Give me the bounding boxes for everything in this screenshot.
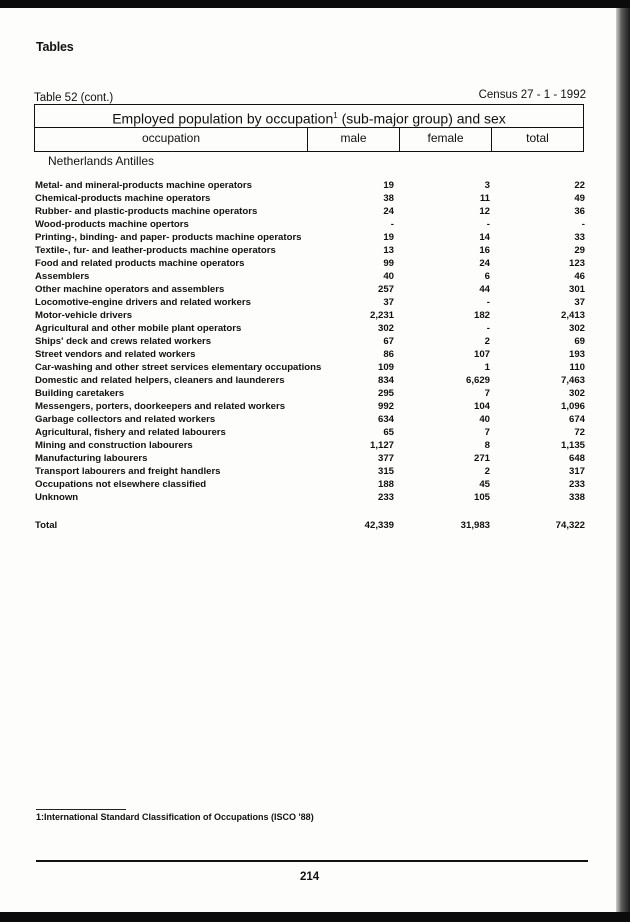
male-cell: 65 (383, 427, 394, 438)
female-cell: 182 (473, 310, 490, 321)
occupation-cell: Street vendors and related workers (35, 349, 196, 360)
total-cell: 338 (568, 492, 585, 503)
total-cell: 72 (574, 427, 585, 438)
table-row (34, 374, 594, 387)
table-row (34, 465, 594, 478)
female-cell: 40 (479, 414, 490, 425)
occupation-cell: Locomotive-engine drivers and related workers (35, 297, 251, 308)
total-cell: 302 (568, 388, 585, 399)
total-cell: 69 (574, 336, 585, 347)
female-cell: 105 (473, 492, 490, 503)
total-cell: 36 (574, 206, 585, 217)
total-cell: 37 (574, 297, 585, 308)
total-label: Total (35, 520, 58, 531)
total-cell: 674 (568, 414, 585, 425)
total-cell: 33 (574, 232, 585, 243)
column-header-total: total (491, 128, 583, 152)
table-row (34, 218, 594, 231)
page-number: 214 (300, 871, 320, 883)
male-cell: 315 (377, 466, 394, 477)
table-row (34, 478, 594, 491)
total-cell: 1,135 (560, 440, 585, 451)
total-cell: 49 (574, 193, 585, 204)
total-cell: 110 (569, 362, 585, 373)
total-total: 74,322 (555, 520, 585, 531)
table-label: Table 52 (cont.) (34, 92, 114, 104)
region-label: Netherlands Antilles (48, 154, 155, 168)
female-cell: 6,629 (465, 375, 490, 386)
female-cell: 24 (479, 258, 490, 269)
male-cell: 13 (383, 245, 394, 256)
female-cell: 7 (484, 388, 490, 399)
female-cell: 12 (479, 206, 490, 217)
table-row (34, 296, 594, 309)
male-cell: 40 (383, 271, 394, 282)
male-cell: 24 (383, 206, 394, 217)
female-cell: 2 (484, 336, 490, 347)
table-row (34, 452, 594, 465)
scan-right-edge (616, 8, 630, 912)
occupation-cell: Transport labourers and freight handlers (35, 466, 221, 477)
female-cell: - (486, 297, 490, 308)
footnote-divider (36, 809, 126, 810)
occupation-cell: Motor-vehicle drivers (35, 310, 133, 321)
occupation-cell: Ships' deck and crews related workers (35, 336, 212, 347)
female-cell: 44 (479, 284, 490, 295)
occupation-cell: Other machine operators and assemblers (35, 284, 225, 295)
occupation-cell: Food and related products machine operators (35, 258, 245, 269)
table-row (34, 192, 594, 205)
total-cell: 317 (568, 466, 585, 477)
occupation-cell: Printing-, binding- and paper- products machine operators (35, 232, 302, 243)
male-cell: 188 (377, 479, 394, 490)
table-row (34, 491, 594, 504)
male-cell: 1,127 (369, 440, 394, 451)
total-row (34, 519, 594, 532)
occupation-cell: Rubber- and plastic-products machine operators (35, 206, 258, 217)
male-cell: 377 (377, 453, 394, 464)
table-row (34, 283, 594, 296)
occupation-cell: Domestic and related helpers, cleaners and launderers (35, 375, 285, 386)
occupation-cell: Textile-, fur- and leather-products machine operators (35, 245, 276, 256)
census-date: Census 27 - 1 - 1992 (478, 89, 586, 101)
table-row (34, 231, 594, 244)
column-header-female: female (399, 128, 491, 152)
occupation-cell: Messengers, porters, doorkeepers and related workers (35, 401, 286, 412)
scan-bottom-border (0, 912, 630, 922)
female-cell: 2 (484, 466, 490, 477)
table-row (34, 257, 594, 270)
male-cell: 109 (377, 362, 394, 373)
female-cell: 107 (473, 349, 490, 360)
table-body (34, 179, 594, 504)
total-cell: 193 (568, 349, 585, 360)
table-row (34, 361, 594, 374)
male-cell: 295 (377, 388, 394, 399)
total-cell: 7,463 (560, 375, 585, 386)
table-row (34, 309, 594, 322)
table-title-main: Employed population by occupation (112, 110, 334, 127)
male-cell: 86 (383, 349, 394, 360)
occupation-cell: Assemblers (35, 271, 90, 282)
total-cell: 29 (574, 245, 585, 256)
total-cell: - (581, 219, 585, 230)
male-cell: 992 (377, 401, 394, 412)
total-cell: 233 (568, 479, 585, 490)
table-row (34, 439, 594, 452)
total-male: 42,339 (364, 520, 394, 531)
table-row (34, 426, 594, 439)
total-cell: 302 (568, 323, 585, 334)
table-row (34, 335, 594, 348)
table-header-box (34, 104, 584, 152)
table-row (34, 400, 594, 413)
male-cell: 257 (377, 284, 394, 295)
occupation-cell: Garbage collectors and related workers (35, 414, 216, 425)
male-cell: 38 (383, 193, 394, 204)
occupation-cell: Chemical-products machine operators (35, 193, 211, 204)
occupation-cell: Metal- and mineral-products machine operators (35, 180, 252, 191)
female-cell: 7 (484, 427, 490, 438)
female-cell: 3 (484, 180, 490, 191)
occupation-cell: Unknown (35, 492, 79, 503)
occupation-cell: Manufacturing labourers (35, 453, 148, 464)
occupation-cell: Car-washing and other street services elementary occupations (35, 362, 322, 373)
female-cell: 14 (479, 232, 490, 243)
total-cell: 648 (568, 453, 585, 464)
table-row (34, 270, 594, 283)
table-row (34, 387, 594, 400)
male-cell: 19 (383, 232, 394, 243)
female-cell: - (486, 323, 490, 334)
footer-divider (36, 860, 588, 862)
female-cell: 1 (484, 362, 490, 373)
table-row (34, 413, 594, 426)
male-cell: 19 (383, 180, 394, 191)
table-title (35, 105, 583, 128)
female-cell: 11 (479, 193, 490, 204)
column-header-male: male (307, 128, 399, 152)
female-cell: 271 (473, 453, 490, 464)
male-cell: 67 (383, 336, 394, 347)
occupation-cell: Agricultural, fishery and related labourers (35, 427, 226, 438)
male-cell: 634 (377, 414, 394, 425)
column-header-occupation: occupation (141, 131, 201, 145)
occupation-cell: Wood-products machine opertors (35, 219, 189, 230)
total-cell: 22 (574, 180, 585, 191)
female-cell: 6 (484, 271, 490, 282)
table-row (34, 322, 594, 335)
female-cell: - (486, 219, 490, 230)
occupation-cell: Mining and construction labourers (35, 440, 193, 451)
scan-top-border (0, 0, 630, 8)
male-cell: 233 (377, 492, 394, 503)
total-cell: 2,413 (560, 310, 585, 321)
total-cell: 301 (568, 284, 585, 295)
table-row (34, 348, 594, 361)
table-row (34, 179, 594, 192)
occupation-cell: Occupations not elsewhere classified (35, 479, 207, 490)
female-cell: 16 (479, 245, 490, 256)
footnote: 1:International Standard Classification of Occupations (ISCO '88) (36, 812, 314, 822)
occupation-cell: Building caretakers (35, 388, 125, 399)
total-cell: 46 (574, 271, 585, 282)
male-cell: 302 (377, 323, 394, 334)
total-cell: 1,096 (560, 401, 585, 412)
male-cell: 834 (377, 375, 394, 386)
female-cell: 104 (473, 401, 490, 412)
male-cell: 99 (383, 258, 394, 269)
male-cell: - (390, 219, 394, 230)
total-cell: 123 (568, 258, 585, 269)
total-female: 31,983 (460, 520, 490, 531)
table-row (34, 244, 594, 257)
column-header-row (35, 128, 583, 152)
running-head: Tables (36, 40, 74, 54)
female-cell: 8 (484, 440, 490, 451)
male-cell: 2,231 (369, 310, 394, 321)
male-cell: 37 (383, 297, 394, 308)
table-title-rest: (sub-major group) and sex (337, 110, 506, 127)
footnote-marker: 1 (333, 111, 338, 120)
table-row (34, 205, 594, 218)
occupation-cell: Agricultural and other mobile plant operators (35, 323, 242, 334)
female-cell: 45 (479, 479, 490, 490)
